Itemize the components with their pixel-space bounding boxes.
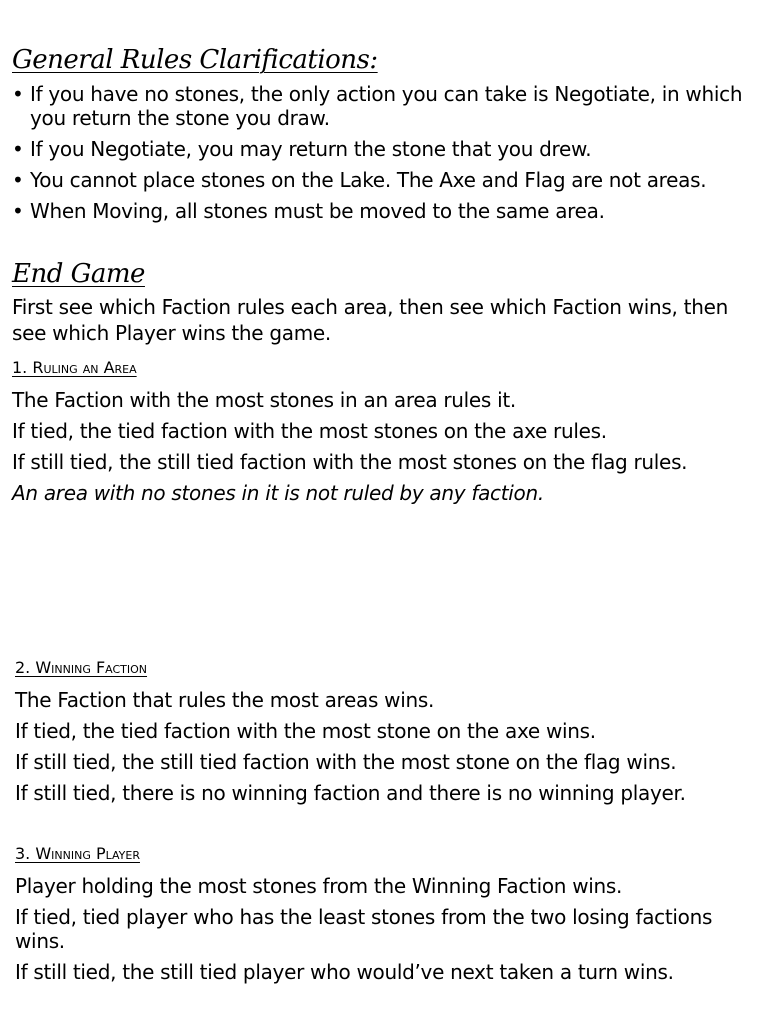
bullet-text: When Moving, all stones must be moved to the same area.	[30, 199, 605, 223]
list-item: The Faction with the most stones in an area rules it.	[12, 388, 516, 412]
list-item	[12, 168, 760, 192]
list-item: If tied, the tied faction with the most stone on the axe wins.	[15, 719, 596, 743]
end-game-heading: End Game	[12, 259, 145, 289]
bullet-text: You cannot place stones on the Lake. The Axe and Flag are not areas.	[30, 168, 707, 192]
list-item	[12, 137, 760, 161]
list-item	[12, 82, 760, 130]
bullet-text: If you have no stones, the only action you can take is Negotiate, in which you return the stone you draw.	[30, 82, 743, 130]
end-game-intro: First see which Faction rules each area, then see which Faction wins, then see which Player wins the game.	[12, 295, 728, 345]
winning-player-rules	[15, 874, 715, 991]
ruling-area-rules	[12, 388, 760, 512]
bullet-text: If you Negotiate, you may return the stone that you drew.	[30, 137, 592, 161]
bullet-icon: •	[12, 137, 24, 161]
list-item: If still tied, the still tied faction with the most stone on the flag wins.	[15, 750, 677, 774]
ruling-area-heading: 1. Ruling an Area	[12, 358, 137, 377]
list-item: If still tied, there is no winning faction and there is no winning player.	[15, 781, 686, 805]
bullet-icon: •	[12, 168, 24, 192]
list-item: If tied, the tied faction with the most stones on the axe rules.	[12, 419, 607, 443]
list-item	[12, 199, 760, 223]
list-item: Player holding the most stones from the Winning Faction wins.	[15, 874, 623, 898]
list-item: If still tied, the still tied faction with the most stones on the flag rules.	[12, 450, 688, 474]
general-rules-list	[12, 82, 760, 230]
list-item: If tied, tied player who has the least stones from the two losing factions wins.	[15, 905, 713, 953]
winning-faction-rules	[15, 688, 763, 812]
winning-faction-heading: 2. Winning Faction	[15, 658, 148, 677]
winning-player-heading: 3. Winning Player	[15, 844, 140, 863]
bullet-icon: •	[12, 199, 24, 223]
list-item: If still tied, the still tied player who would’ve next taken a turn wins.	[15, 960, 674, 984]
ruling-area-note: An area with no stones in it is not ruled by any faction.	[12, 481, 544, 505]
bullet-icon: •	[12, 82, 24, 106]
list-item: The Faction that rules the most areas wins.	[15, 688, 435, 712]
general-rules-heading: General Rules Clarifications:	[12, 45, 378, 75]
